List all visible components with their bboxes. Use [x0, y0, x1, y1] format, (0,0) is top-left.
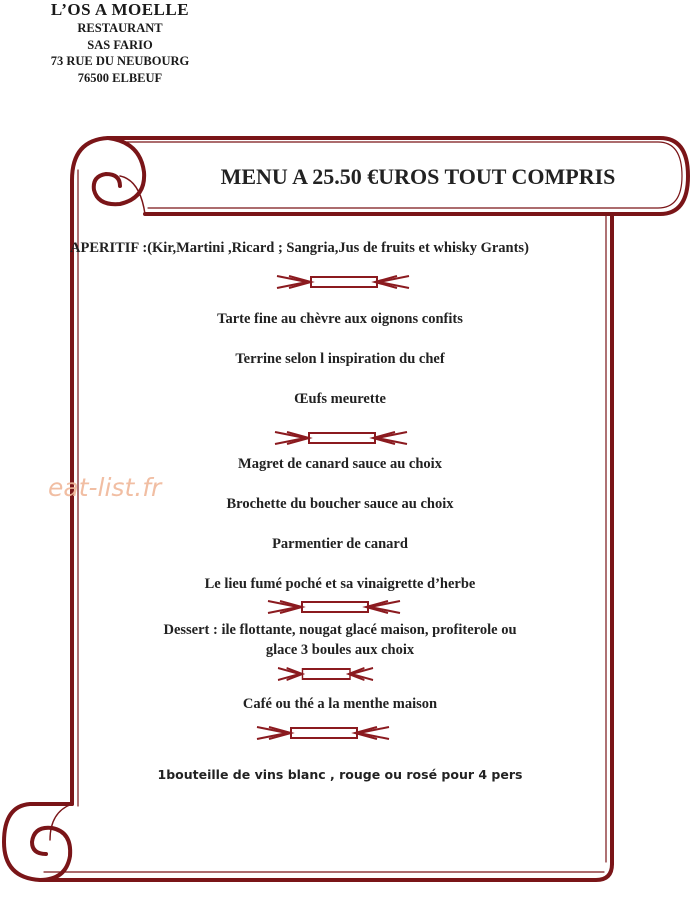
menu-title: MENU A 25.50 €UROS TOUT COMPRIS [220, 164, 616, 189]
aperitif-line: APERITIF :(Kir,Martini ,Ricard ; Sangria,Jus de fruits et whisky Grants) [70, 240, 529, 256]
coffee-line: Café ou thé a la menthe maison [242, 696, 438, 712]
divider-ornament [257, 727, 389, 739]
divider-ornament [277, 276, 409, 288]
starter-item: Œufs meurette [294, 391, 386, 407]
divider-ornament [275, 432, 407, 444]
restaurant-name: L’OS A MOELLE [50, 0, 190, 19]
watermark: eat-list.fr [48, 473, 162, 502]
main-course-item: Parmentier de canard [272, 536, 408, 552]
divider-ornament [268, 601, 400, 613]
company-name: SAS FARIO [87, 38, 153, 52]
dessert-line: Dessert : ile flottante, nougat glacé maison, profiterole ou [163, 622, 517, 638]
main-course-item: Le lieu fumé poché et sa vinaigrette d’herbe [204, 576, 476, 592]
starter-item: Terrine selon l inspiration du chef [235, 351, 445, 367]
street-address: 73 RUE DU NEUBOURG [50, 54, 190, 68]
city-address: 76500 ELBEUF [77, 71, 163, 85]
dessert-line: glace 3 boules aux choix [265, 642, 415, 658]
main-course-item: Magret de canard sauce au choix [238, 456, 442, 472]
divider-ornament [278, 668, 373, 680]
starter-item: Tarte fine au chèvre aux oignons confits [217, 311, 463, 327]
wine-line: 1bouteille de vins blanc , rouge ou rosé pour 4 pers [157, 767, 523, 782]
restaurant-type: RESTAURANT [77, 21, 163, 35]
main-course-item: Brochette du boucher sauce au choix [226, 496, 454, 512]
